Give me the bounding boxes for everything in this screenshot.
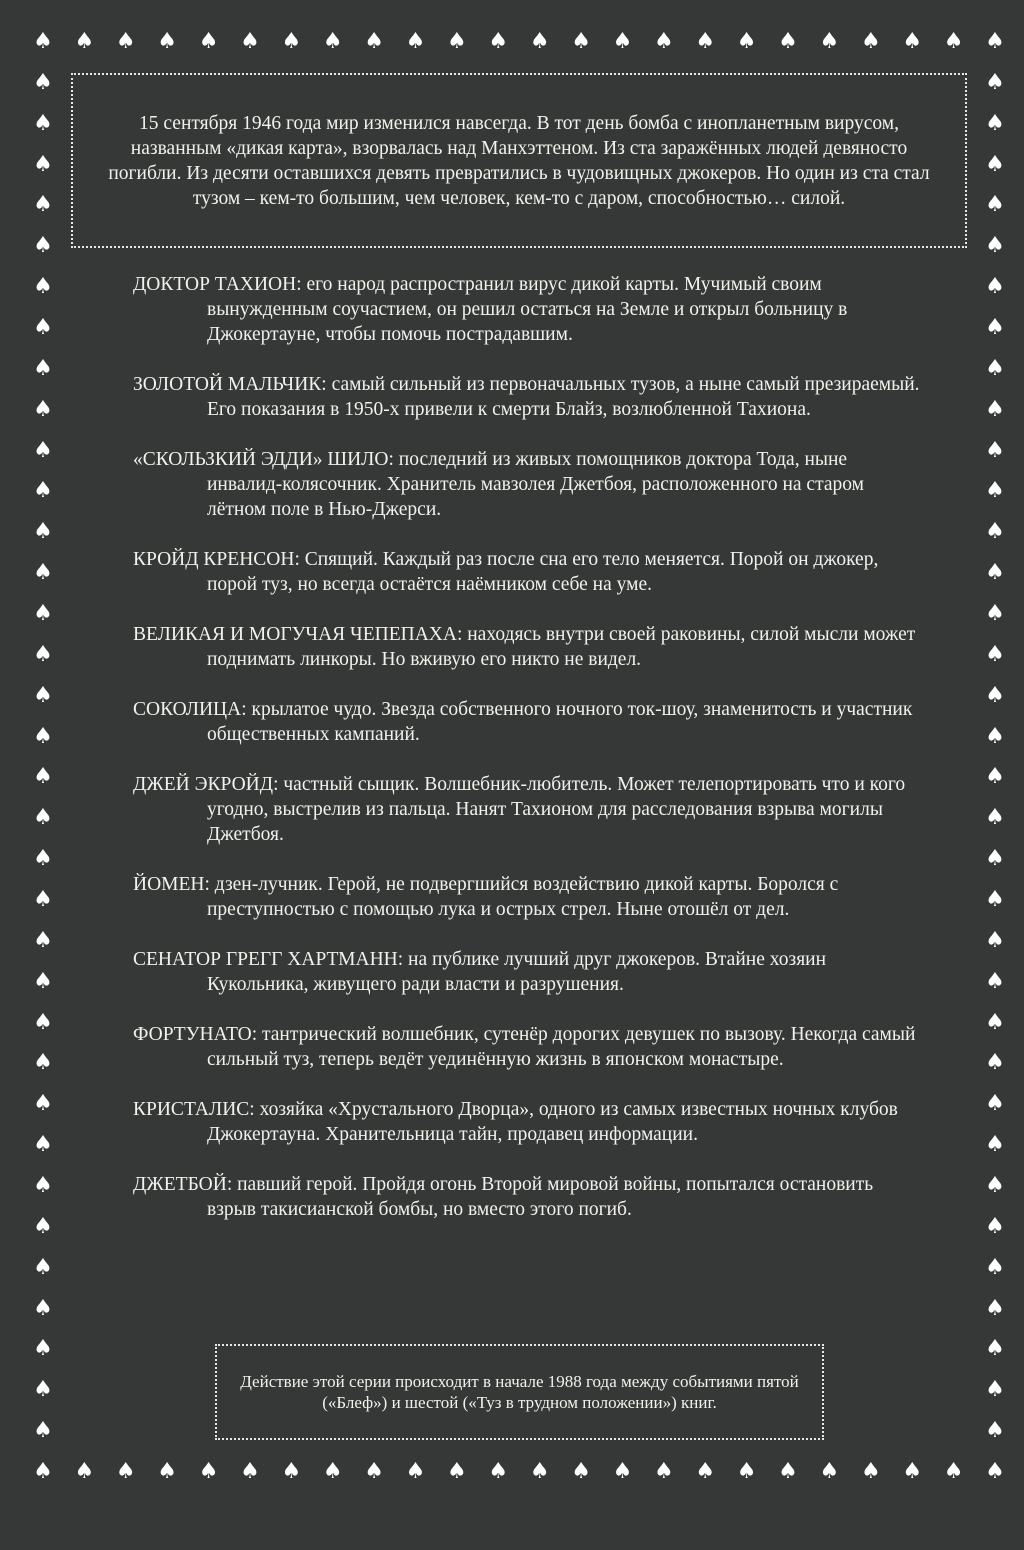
spade-icon: ♠: [985, 355, 1005, 381]
spade-icon: ♠: [33, 1132, 53, 1158]
spade-icon: ♠: [612, 29, 633, 54]
spade-icon: ♠: [612, 1459, 633, 1484]
spade-icon: ♠: [447, 29, 467, 54]
spade-icon: ♠: [985, 1254, 1005, 1280]
spade-icon: ♠: [529, 29, 550, 54]
spade-icon: ♠: [985, 151, 1005, 177]
spade-icon: ♠: [985, 927, 1005, 953]
spade-icon: ♠: [985, 69, 1005, 95]
spade-icon: ♠: [985, 192, 1005, 218]
spade-icon: ♠: [33, 641, 53, 667]
spade-icon: ♠: [985, 846, 1005, 872]
spade-icon: ♠: [985, 560, 1005, 586]
spade-icon: ♠: [985, 29, 1005, 54]
spade-icon: ♠: [778, 29, 798, 54]
spade-icon: ♠: [571, 29, 591, 54]
spade-icon: ♠: [653, 29, 674, 54]
spade-icon: ♠: [405, 29, 426, 54]
spade-icon: ♠: [33, 601, 53, 626]
spade-icon: ♠: [33, 560, 53, 586]
spade-icon: ♠: [985, 1132, 1005, 1158]
spade-icon: ♠: [33, 927, 53, 953]
series-note-text: Действие этой серии происходит в начале 1988 года между событиями пятой («Блеф») и шестой («Туз в трудном положении») книг.: [240, 1372, 799, 1412]
spade-icon: ♠: [943, 1459, 964, 1484]
spade-icon: ♠: [985, 519, 1005, 545]
series-note-box: [215, 1344, 824, 1440]
spade-icon: ♠: [488, 1459, 509, 1484]
intro-text: 15 сентября 1946 года мир изменился навсегда. В тот день бомба с инопланетным вирусом, названным «дикая карта», взорвалась над Манхэттеном. Из ста заражённых людей девяносто погибли. Из десяти оставшихся девять превратились в чудовищных джокеров. Но один из ста стал тузом – кем-то большим, чем человек, кем-то с даром, способностью… силой.: [108, 112, 930, 209]
spade-icon: ♠: [33, 355, 53, 381]
spade-icon: ♠: [33, 846, 53, 872]
character-entry: ЗОЛОТОЙ МАЛЬЧИК: самый сильный из первоначальных тузов, а ныне самый презираемый. Его показания в 1950-х привели к смерти Блайз, возлюбленной Тахиона.: [133, 374, 920, 420]
spade-icon: ♠: [447, 1459, 467, 1484]
spade-icon: ♠: [33, 723, 53, 749]
character-entry: ФОРТУНАТО: тантрический волшебник, сутенёр дорогих девушек по вызову. Некогда самый сильный туз, теперь ведёт уединённую жизнь в японском монастыре.: [133, 1024, 916, 1070]
spade-icon: ♠: [488, 29, 509, 54]
spade-icon: ♠: [33, 968, 53, 994]
spade-icon: ♠: [653, 1459, 674, 1484]
spade-icon: ♠: [695, 1459, 716, 1484]
spade-icon: ♠: [695, 29, 716, 54]
spade-icon: ♠: [33, 805, 53, 831]
spade-icon: ♠: [985, 723, 1005, 749]
spade-icon: ♠: [985, 887, 1005, 912]
spade-icon: ♠: [778, 1459, 798, 1484]
spade-icon: ♠: [33, 1295, 53, 1321]
spade-icon: ♠: [985, 1459, 1005, 1484]
spade-icon: ♠: [33, 396, 53, 422]
character-list: [133, 272, 923, 1247]
spade-icon: ♠: [985, 1336, 1005, 1362]
spade-icon: ♠: [157, 29, 178, 54]
spade-icon: ♠: [33, 1459, 53, 1484]
spade-icon: ♠: [281, 29, 302, 54]
spade-icon: ♠: [985, 1050, 1005, 1076]
spade-icon: ♠: [240, 1459, 260, 1484]
spade-icon: ♠: [33, 110, 53, 136]
spade-icon: ♠: [985, 1377, 1005, 1403]
spade-icon: ♠: [985, 641, 1005, 667]
spade-icon: ♠: [985, 1173, 1005, 1198]
spade-icon: ♠: [33, 274, 53, 300]
spade-icon: ♠: [571, 1459, 591, 1484]
spade-icon: ♠: [985, 315, 1005, 340]
spade-icon: ♠: [985, 1091, 1005, 1117]
spade-icon: ♠: [985, 1418, 1005, 1444]
spade-icon: ♠: [985, 1213, 1005, 1239]
spade-icon: ♠: [33, 233, 53, 259]
spade-icon: ♠: [33, 1336, 53, 1362]
spade-icon: ♠: [819, 1459, 840, 1484]
character-entry: «СКОЛЬЗКИЙ ЭДДИ» ШИЛО: последний из живых помощников доктора Тода, ныне инвалид-колясочник. Хранитель мавзолея Джетбоя, расположенного на старом лётном поле в Нью-Джерси.: [133, 449, 864, 520]
spade-icon: ♠: [985, 601, 1005, 626]
spade-icon: ♠: [860, 1459, 881, 1484]
spade-icon: ♠: [529, 1459, 550, 1484]
spade-icon: ♠: [985, 478, 1005, 504]
spade-icon: ♠: [198, 1459, 219, 1484]
spade-icon: ♠: [115, 1459, 136, 1484]
spade-icon: ♠: [985, 1009, 1005, 1035]
character-entry: ДЖЕТБОЙ: павший герой. Пройдя огонь Второй мировой войны, попытался остановить взрыв такисианской бомбы, но вместо этого погиб.: [133, 1174, 874, 1220]
character-entry: КРОЙД КРЕНСОН: Спящий. Каждый раз после сна его тело меняется. Порой он джокер, порой туз, но всегда остаётся наёмником себе на уме.: [133, 549, 879, 595]
spade-icon: ♠: [33, 1213, 53, 1239]
spade-icon: ♠: [985, 764, 1005, 790]
character-entry: ВЕЛИКАЯ И МОГУЧАЯ ЧЕПЕПАХА: находясь внутри своей раковины, силой мысли может поднимать линкоры. Но вживую его никто не видел.: [133, 624, 916, 670]
spade-icon: ♠: [33, 437, 53, 463]
spade-icon: ♠: [985, 437, 1005, 463]
spade-icon: ♠: [33, 1091, 53, 1117]
spade-icon: ♠: [985, 110, 1005, 136]
spade-icon: ♠: [33, 1009, 53, 1035]
spade-icon: ♠: [74, 29, 95, 54]
spade-icon: ♠: [33, 151, 53, 177]
character-entry: КРИСТАЛИС: хозяйка «Хрустального Дворца», одного из самых известных ночных клубов Джокертауна. Хранительница тайн, продавец информации.: [133, 1099, 898, 1145]
spade-icon: ♠: [33, 519, 53, 545]
spade-icon: ♠: [322, 29, 343, 54]
spade-icon: ♠: [322, 1459, 343, 1484]
spade-icon: ♠: [33, 887, 53, 912]
spade-icon: ♠: [985, 274, 1005, 300]
character-entry: ЙОМЕН: дзен-лучник. Герой, не подвергшийся воздействию дикой карты. Боролся с преступностью с помощью лука и острых стрел. Ныне отошёл от дел.: [133, 874, 839, 920]
spade-icon: ♠: [985, 805, 1005, 831]
character-entry: ДОКТОР ТАХИОН: его народ распространил вирус дикой карты. Мучимый своим вынужденным соучастием, он решил остаться на Земле и открыл больницу в Джокертауне, чтобы помочь пострадавшим.: [133, 274, 848, 345]
spade-icon: ♠: [985, 968, 1005, 994]
spade-icon: ♠: [33, 69, 53, 95]
spade-icon: ♠: [33, 1050, 53, 1076]
spade-icon: ♠: [985, 1295, 1005, 1321]
spade-icon: ♠: [736, 1459, 757, 1484]
spade-icon: ♠: [364, 29, 384, 54]
spade-icon: ♠: [33, 1377, 53, 1403]
character-entry: СОКОЛИЦА: крылатое чудо. Звезда собственного ночного ток-шоу, знаменитость и участник общественных кампаний.: [133, 699, 913, 745]
spade-icon: ♠: [33, 192, 53, 218]
spade-icon: ♠: [902, 29, 923, 54]
spade-icon: ♠: [33, 682, 53, 708]
spade-icon: ♠: [281, 1459, 302, 1484]
spade-icon: ♠: [985, 682, 1005, 708]
spade-icon: ♠: [860, 29, 881, 54]
spade-icon: ♠: [33, 1418, 53, 1444]
spade-icon: ♠: [33, 764, 53, 790]
spade-icon: ♠: [115, 29, 136, 54]
character-entry: ДЖЕЙ ЭКРОЙД: частный сыщик. Волшебник-любитель. Может телепортировать что и кого угодно, выстрелив из пальца. Нанят Тахионом для расследования взрыва могилы Джетбоя.: [133, 774, 906, 845]
spade-icon: ♠: [943, 29, 964, 54]
spade-icon: ♠: [364, 1459, 384, 1484]
spade-icon: ♠: [405, 1459, 426, 1484]
spade-icon: ♠: [985, 396, 1005, 422]
spade-icon: ♠: [157, 1459, 178, 1484]
character-entry: СЕНАТОР ГРЕГГ ХАРТМАНН: на публике лучший друг джокеров. Втайне хозяин Кукольника, живущего ради власти и разрушения.: [133, 949, 827, 995]
spade-icon: ♠: [33, 1173, 53, 1198]
spade-icon: ♠: [33, 478, 53, 504]
spade-icon: ♠: [198, 29, 219, 54]
spade-icon: ♠: [736, 29, 757, 54]
spade-icon: ♠: [902, 1459, 923, 1484]
spade-icon: ♠: [74, 1459, 95, 1484]
spade-icon: ♠: [33, 315, 53, 340]
spade-icon: ♠: [33, 29, 53, 54]
spade-icon: ♠: [33, 1254, 53, 1280]
spade-icon: ♠: [240, 29, 260, 54]
intro-box: [71, 73, 967, 248]
spade-icon: ♠: [985, 233, 1005, 259]
spade-icon: ♠: [819, 29, 840, 54]
